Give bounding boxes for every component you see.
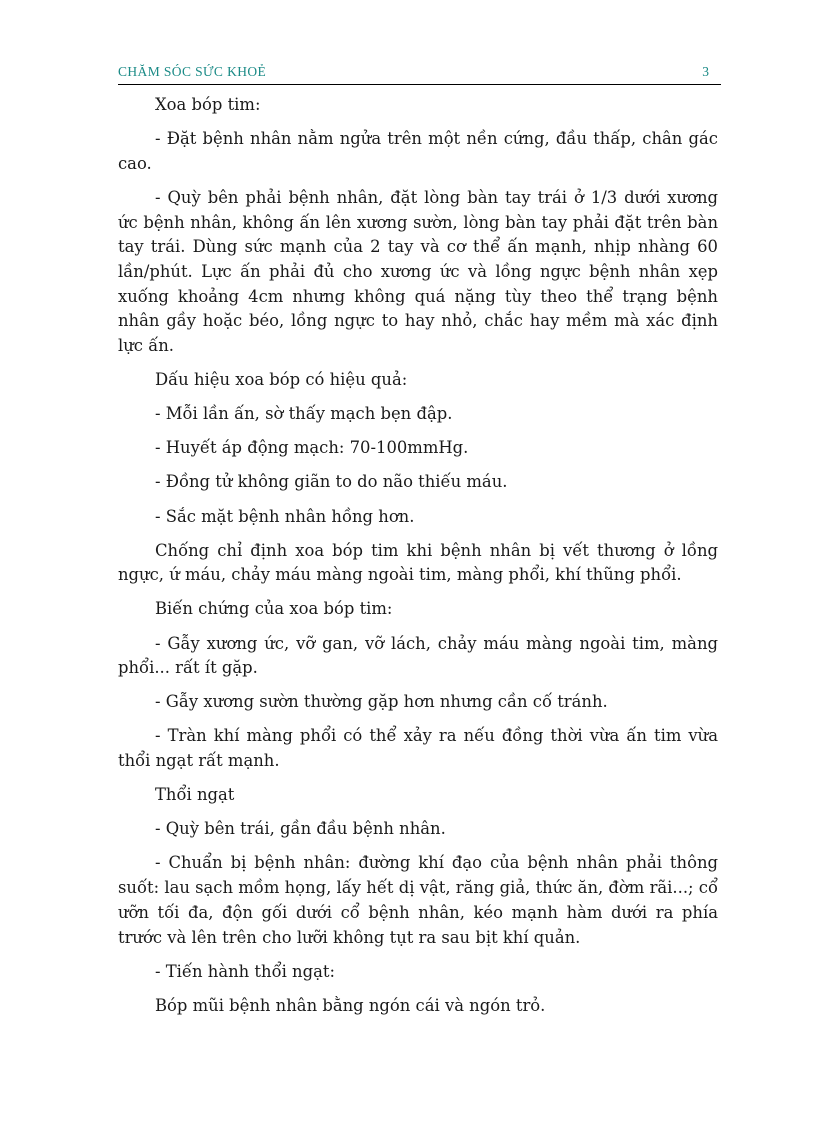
body-text bbox=[118, 93, 718, 1028]
list-item: - Chuẩn bị bệnh nhân: đường khí đạo của bệnh nhân phải thông suốt: lau sạch mồm họng, lấy hết dị vật, răng giả, thức ăn, đờm rãi...; cổ ưỡn tối đa, độn gối dưới cổ bệnh nhân, kéo mạnh hàm dưới ra phía trước và lên trên cho lưỡi không tụt ra sau bịt khí quản. bbox=[118, 853, 718, 947]
list-item: - Quỳ bên trái, gần đầu bệnh nhân. bbox=[155, 819, 446, 839]
list-item: - Huyết áp động mạch: 70-100mmHg. bbox=[155, 438, 469, 458]
list-item: - Đồng tử không giãn to do não thiếu máu. bbox=[155, 472, 508, 492]
paragraph-heading-complications: Biến chứng của xoa bóp tim: bbox=[155, 599, 393, 619]
paragraph: - Quỳ bên phải bệnh nhân, đặt lòng bàn tay trái ở 1/3 dưới xương ức bệnh nhân, không ấn lên xương sườn, lòng bàn tay phải đặt trên bàn tay trái. Dùng sức mạnh của 2 tay và cơ thể ấn mạnh, nhịp nhàng 60 lần/phút. Lực ấn phải đủ cho xương ức và lồng ngực bệnh nhân xẹp xuống khoảng 4cm nhưng không quá nặng tùy theo thể trạng bệnh nhân gầy hoặc béo, lồng ngực to hay nhỏ, chắc hay mềm mà xác định lực ấn. bbox=[118, 187, 718, 356]
paragraph-heading-cardiac-massage: Xoa bóp tim: bbox=[155, 95, 261, 114]
list-item: - Gẫy xương sườn thường gặp hơn nhưng cần cố tránh. bbox=[155, 692, 608, 712]
paragraph-contraindication: Chống chỉ định xoa bóp tim khi bệnh nhân bị vết thương ở lồng ngực, ứ máu, chảy máu màng ngoài tim, màng phổi, khí thũng phổi. bbox=[118, 540, 718, 585]
list-item: - Mỗi lần ấn, sờ thấy mạch bẹn đập. bbox=[155, 404, 453, 424]
list-item: - Sắc mặt bệnh nhân hồng hơn. bbox=[155, 506, 415, 526]
paragraph-heading-rescue-breathing: Thổi ngạt bbox=[155, 785, 235, 805]
paragraph: - Đặt bệnh nhân nằm ngửa trên một nền cứng, đầu thấp, chân gác cao. bbox=[118, 129, 718, 173]
list-item: - Tràn khí màng phổi có thể xảy ra nếu đồng thời vừa ấn tim vừa thổi ngạt rất mạnh. bbox=[118, 726, 718, 771]
list-item: - Tiến hành thổi ngạt: bbox=[155, 961, 335, 981]
page-number: 3 bbox=[702, 64, 709, 79]
list-item: - Gẫy xương ức, vỡ gan, vỡ lách, chảy máu màng ngoài tim, màng phổi... rất ít gặp. bbox=[118, 633, 718, 678]
running-header bbox=[118, 62, 721, 85]
paragraph: Bóp mũi bệnh nhân bằng ngón cái và ngón trỏ. bbox=[155, 995, 546, 1015]
paragraph-heading-effective-signs: Dấu hiệu xoa bóp có hiệu quả: bbox=[155, 370, 408, 390]
header-title: CHĂM SÓC SỨC KHOẺ bbox=[118, 64, 267, 79]
